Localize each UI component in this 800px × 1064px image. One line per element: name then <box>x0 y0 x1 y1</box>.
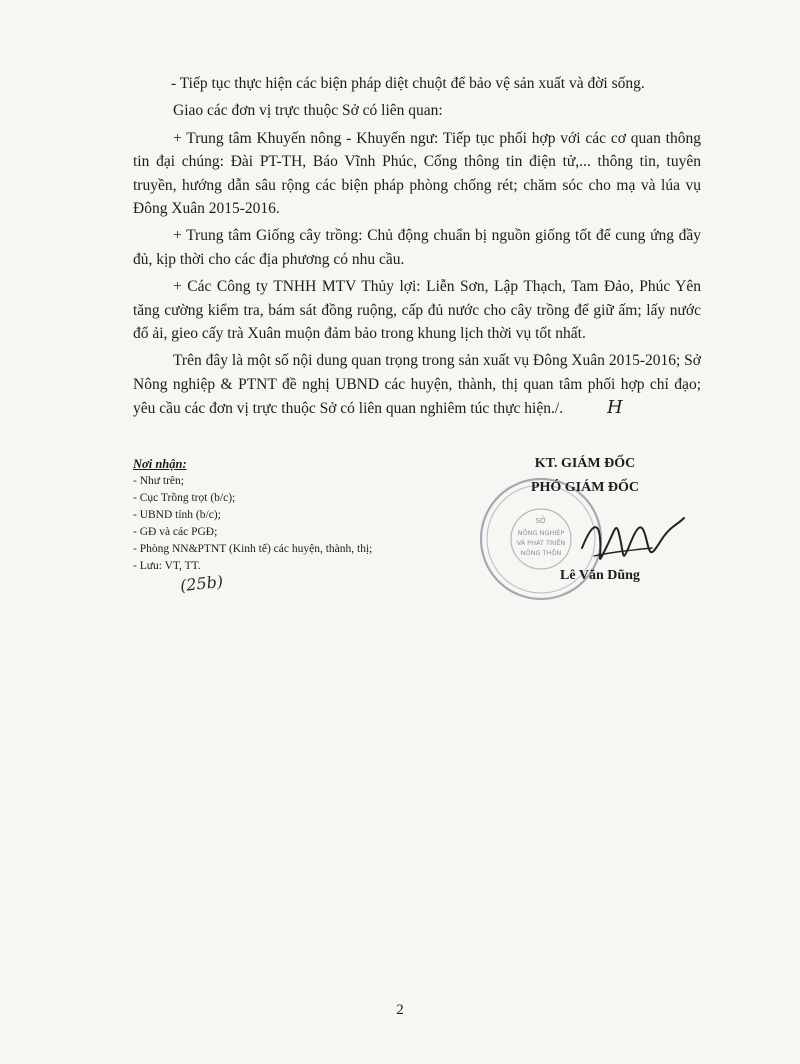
seal-text: NÔNG NGHIỆP <box>517 529 565 537</box>
page-number: 2 <box>396 1002 404 1018</box>
recipient-item: - GĐ và các PGĐ; <box>133 526 218 538</box>
recipient-item: - Như trên; <box>133 475 184 487</box>
body-text <box>133 72 701 425</box>
seal-text: VÀ PHÁT TRIỂN <box>516 539 566 547</box>
paragraph-conclusion <box>133 349 701 420</box>
signer-name: Lê Văn Dũng <box>560 568 640 583</box>
recipient-item: - UBND tỉnh (b/c); <box>133 509 221 521</box>
handwritten-note: (25b) <box>179 571 224 596</box>
conclusion-text: Trên đây là một số nội dung quan trọng trong sản xuất vụ Đông Xuân 2015-2016; Sở Nông nghiệp & PTNT đề nghị UBND các huyện, thành, thị quan tâm phối hợp chỉ đạo; yêu cầu các đơn vị trực thuộc Sở có liên quan nghiêm túc thực hiện./. <box>133 352 701 418</box>
signature-title-block <box>495 452 675 500</box>
signature-title-line2: PHÓ GIÁM ĐỐC <box>530 480 640 495</box>
paragraph-irrigation-companies: + Các Công ty TNHH MTV Thủy lợi: Liễn Sơn, Lập Thạch, Tam Đảo, Phúc Yên tăng cường kiểm tra, bám sát đồng ruộng, cấp đủ nước cho cây trồng để giữ ấm; lấy nước đổ ải, gieo cấy trà Xuân muộn đảm bảo trong khung lịch thời vụ tốt nhất. <box>133 278 701 343</box>
recipients-heading: Nơi nhận: <box>133 457 187 471</box>
paragraph-rat-control: - Tiếp tục thực hiện các biện pháp diệt chuột để bảo vệ sản xuất và đời sống. <box>171 75 645 92</box>
recipient-item: - Lưu: VT, TT. <box>133 560 201 572</box>
recipient-item: - Cục Trồng trọt (b/c); <box>133 492 236 504</box>
handwritten-initials: H <box>607 397 622 419</box>
paragraph-seed-center: + Trung tâm Giống cây trồng: Chủ động chuẩn bị nguồn giống tốt để cung ứng đầy đủ, kịp thời cho các địa phương có nhu cầu. <box>133 227 701 268</box>
paragraph-assign-units: Giao các đơn vị trực thuộc Sở có liên quan: <box>173 102 443 120</box>
recipients-block <box>133 456 463 575</box>
seal-text: NÔNG THÔN <box>520 549 562 557</box>
seal-text: SỞ <box>535 517 547 525</box>
signature-title-line1: KT. GIÁM ĐỐC <box>534 456 636 471</box>
paragraph-extension-center: + Trung tâm Khuyến nông - Khuyến ngư: Tiếp tục phối hợp với các cơ quan thông tin đại chúng: Đài PT-TH, Báo Vĩnh Phúc, Cổng thông tin điện tử,... thông tin, tuyên truyền, hướng dẫn sâu rộng các biện pháp phòng chống rét; chăm sóc cho mạ và lúa vụ Đông Xuân 2015-2016. <box>133 129 701 218</box>
recipient-item: - Phòng NN&PTNT (Kinh tế) các huyện, thành, thị; <box>133 543 373 555</box>
